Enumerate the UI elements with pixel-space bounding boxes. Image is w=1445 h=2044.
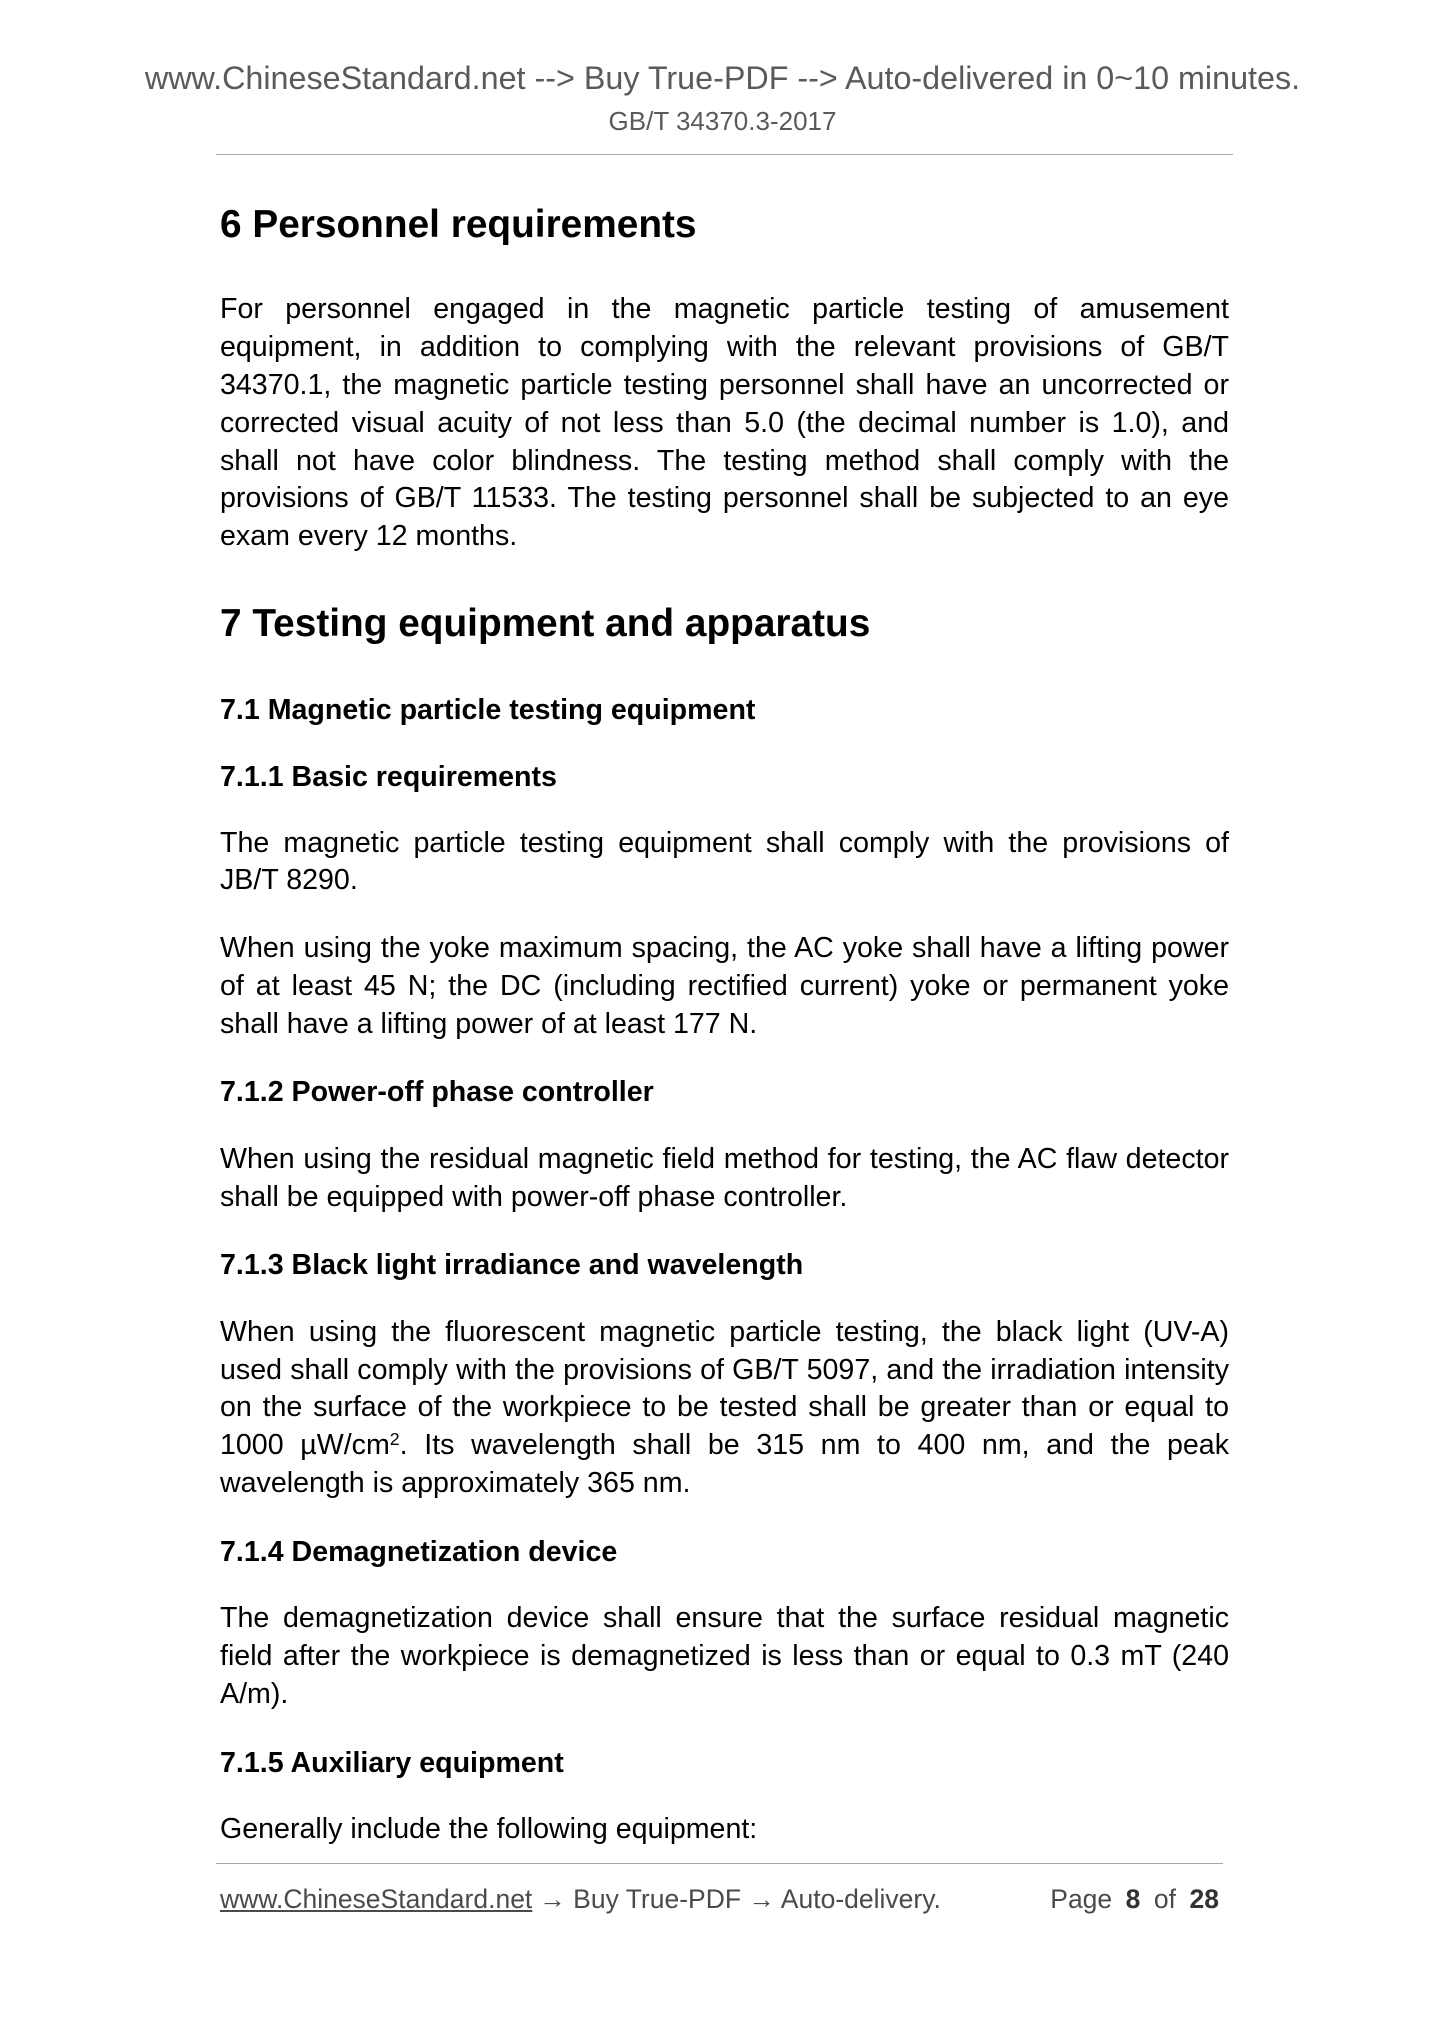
- paragraph-line: field after the workpiece is demagnetized is less than or equal to 0.3 mT (240: [220, 1639, 1229, 1672]
- clause-heading-7-1-2: 7.1.2 Power-off phase controller: [220, 1075, 654, 1108]
- paragraph-line: used shall comply with the provisions of GB/T 5097, and the irradiation intensity: [220, 1353, 1229, 1386]
- paragraph-line: Generally include the following equipment:: [220, 1812, 758, 1845]
- subsection-heading-7-1: 7.1 Magnetic particle testing equipment: [220, 694, 756, 727]
- section-heading-6: 6 Personnel requirements: [220, 202, 697, 246]
- page-label: Page: [1050, 1884, 1113, 1914]
- page-of-label: of: [1153, 1884, 1177, 1914]
- footer-promo-text: → Buy True-PDF → Auto-delivery.: [539, 1884, 941, 1914]
- page-number: 8: [1125, 1884, 1141, 1914]
- paragraph-equipment-compliance: [220, 825, 1229, 901]
- paragraph-line: The demagnetization device shall ensure that the surface residual magnetic: [220, 1601, 1229, 1634]
- paragraph-line: JB/T 8290.: [220, 864, 358, 897]
- paragraph-line: corrected visual acuity of not less than 5.0 (the decimal number is 1.0), and: [220, 406, 1229, 439]
- section-heading-7: 7 Testing equipment and apparatus: [220, 601, 871, 645]
- paragraph-line: exam every 12 months.: [220, 520, 518, 553]
- standard-number: GB/T 34370.3-2017: [608, 106, 837, 136]
- paragraph-line: A/m).: [220, 1677, 289, 1710]
- paragraph-line: 34370.1, the magnetic particle testing personnel shall have an uncorrected or: [220, 368, 1229, 401]
- paragraph-line: shall be equipped with power-off phase controller.: [220, 1180, 848, 1213]
- page-indicator: [1050, 1882, 1219, 1916]
- paragraph-line: shall not have color blindness. The testing method shall comply with the: [220, 444, 1229, 477]
- page-total: 28: [1189, 1884, 1219, 1914]
- paragraph-auxiliary: [220, 1811, 1229, 1849]
- wavelength-text: . Its wavelength shall be 315 nm to 400 nm, and the peak: [399, 1429, 1230, 1462]
- paragraph-demagnetization: [220, 1600, 1229, 1714]
- unit-superscript: 2: [389, 1429, 400, 1450]
- paragraph-line: provisions of GB/T 11533. The testing personnel shall be subjected to an eye: [220, 482, 1229, 515]
- paragraph-line: on the surface of the workpiece to be tested shall be greater than or equal to: [220, 1391, 1229, 1424]
- paragraph-personnel: [220, 291, 1229, 556]
- clause-heading-7-1-5: 7.1.5 Auxiliary equipment: [220, 1746, 564, 1779]
- paragraph-line: equipment, in addition to complying with the relevant provisions of GB/T: [220, 330, 1229, 363]
- header-banner: www.ChineseStandard.net --> Buy True-PDF --> Auto-delivered in 0~10 minutes.: [144, 60, 1301, 96]
- paragraph-line: The magnetic particle testing equipment shall comply with the provisions of: [220, 826, 1229, 859]
- site-link[interactable]: www.ChineseStandard.net: [220, 1884, 533, 1914]
- clause-heading-7-1-3: 7.1.3 Black light irradiance and wavelength: [220, 1248, 804, 1281]
- paragraph-line: shall have a lifting power of at least 177 N.: [220, 1008, 758, 1041]
- paragraph-line: For personnel engaged in the magnetic particle testing of amusement: [220, 292, 1229, 325]
- paragraph-yoke-lifting-power: [220, 930, 1229, 1044]
- paragraph-line: When using the fluorescent magnetic particle testing, the black light (UV-A): [220, 1315, 1229, 1348]
- paragraph-line: When using the residual magnetic field method for testing, the AC flaw detector: [220, 1142, 1229, 1175]
- clause-heading-7-1-1: 7.1.1 Basic requirements: [220, 760, 557, 793]
- paragraph-black-light: [220, 1314, 1229, 1504]
- clause-heading-7-1-4: 7.1.4 Demagnetization device: [220, 1536, 618, 1569]
- header-rule: [216, 154, 1233, 155]
- paragraph-line: When using the yoke maximum spacing, the AC yoke shall have a lifting power: [220, 932, 1229, 965]
- footer-promo: [220, 1882, 941, 1916]
- paragraph-line: wavelength is approximately 365 nm.: [220, 1467, 691, 1500]
- paragraph-line-irradiance: [220, 1427, 1229, 1465]
- paragraph-phase-controller: [220, 1141, 1229, 1217]
- paragraph-line: of at least 45 N; the DC (including rectified current) yoke or permanent yoke: [220, 970, 1229, 1003]
- footer-rule: [216, 1863, 1223, 1864]
- irradiance-value: 1000 µW/cm: [220, 1429, 390, 1462]
